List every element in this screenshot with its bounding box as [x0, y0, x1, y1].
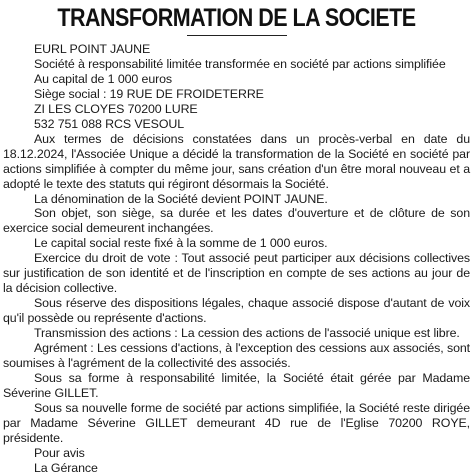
- company-form: Société à responsabilité limitée transformée en société par actions simplifiée: [34, 56, 446, 71]
- company-name: EURL POINT JAUNE: [34, 42, 151, 56]
- paragraph-object: Son objet, son siège, sa durée et les dates d'ouverture et de clôture de son exercice social demeurent inchangées.: [3, 206, 470, 236]
- paragraph-share-transfer: Transmission des actions : La cession des actions de l'associé unique est libre.: [34, 326, 460, 341]
- closing-for-notice: Pour avis: [34, 445, 85, 460]
- notice-title: TRANSFORMATION DE LA SOCIETE: [57, 4, 416, 32]
- paragraph-denomination: La dénomination de la Société devient POINT JAUNE.: [34, 191, 328, 206]
- company-address: ZI LES CLOYES 70200 LURE: [34, 101, 198, 116]
- paragraph-decision: Aux termes de décisions constatées dans un procès-verbal en date du 18.12.2024, l'Associée Unique a décidé la transformation de la Société en société par actions simplifiée à compter du même jour, sans création d'un être moral nouveau et a adopté le texte des statuts qui régiront désormais la Société.: [3, 131, 470, 191]
- company-seat: Siège social : 19 RUE DE FROIDETERRE: [34, 86, 264, 101]
- paragraph-new-management: Sous sa nouvelle forme de société par actions simplifiée, la Société reste dirigée par Madame Séverine GILLET demeurant 4D rue de l'Eglise 70200 ROYE, présidente.: [3, 400, 470, 445]
- company-header: [3, 42, 470, 132]
- company-capital: Au capital de 1 000 euros: [34, 71, 173, 86]
- company-registration: 532 751 088 RCS VESOUL: [34, 116, 185, 131]
- notice-body: [3, 42, 470, 476]
- paragraph-voting-right: Exercice du droit de vote : Tout associé peut participer aux décisions collectives sur justification de son identité et de l'inscription en compte de ses actions au jour de la décision collective.: [3, 251, 470, 296]
- title-underline: [187, 35, 287, 36]
- closing: [3, 446, 470, 476]
- paragraph-former-management: Sous sa forme à responsabilité limitée, la Société était gérée par Madame Séverine GILLET.: [3, 370, 470, 400]
- paragraph-approval: Agrément : Les cessions d'actions, à l'exception des cessions aux associés, sont soumises à l'agrément de la collectivité des associés.: [3, 341, 470, 371]
- paragraph-votes: Sous réserve des dispositions légales, chaque associé dispose d'autant de voix qu'il possède ou représente d'actions.: [3, 296, 470, 326]
- closing-signatory: La Gérance: [34, 460, 98, 475]
- paragraph-capital: Le capital social reste fixé à la somme de 1 000 euros.: [34, 236, 328, 251]
